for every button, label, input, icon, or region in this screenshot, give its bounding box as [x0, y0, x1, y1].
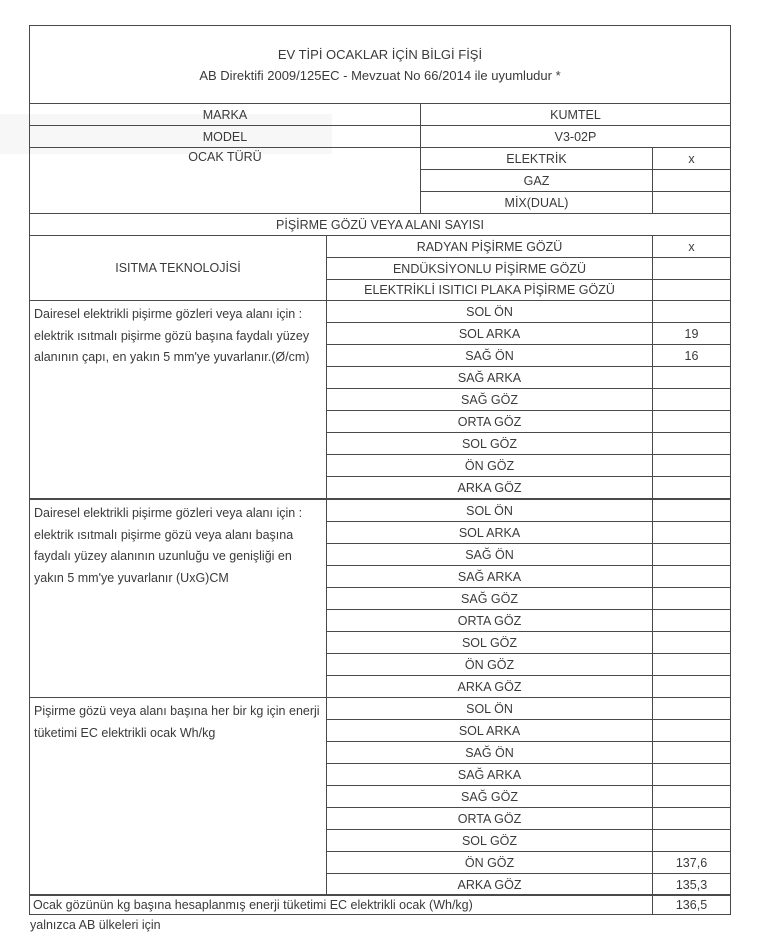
zone-name: ÖN GÖZ: [326, 851, 653, 874]
zone-name: ORTA GÖZ: [326, 410, 653, 433]
hob-type-mix: MİX(DUAL): [420, 191, 653, 214]
zone-value: 19: [652, 322, 731, 345]
zone-name: ARKA GÖZ: [326, 476, 653, 499]
zone-value: [652, 741, 731, 764]
zone-name: SOL ARKA: [326, 521, 653, 544]
heating-hotplate: ELEKTRİKLİ ISITICI PLAKA PİŞİRME GÖZÜ: [326, 279, 653, 301]
zone-name: SAĞ ARKA: [326, 763, 653, 786]
heating-technology-label: ISITMA TEKNOLOJİSİ: [29, 235, 327, 301]
sheet-title: EV TİPİ OCAKLAR İÇİN BİLGİ FİŞİ: [277, 46, 483, 62]
zone-value: [652, 388, 731, 411]
heating-radiant-mark: x: [652, 235, 731, 258]
zone-name: SOL ARKA: [326, 719, 653, 742]
zone-name: SAĞ ÖN: [326, 344, 653, 367]
zone-value: [652, 609, 731, 632]
zone-value: [652, 653, 731, 676]
hob-type-electric: ELEKTRİK: [420, 147, 653, 170]
heating-induction-mark: [652, 257, 731, 280]
zone-value: [652, 763, 731, 786]
zone-name: SAĞ ARKA: [326, 565, 653, 588]
hob-type-mix-mark: [652, 191, 731, 214]
zone-name: SOL ÖN: [326, 300, 653, 323]
heating-hotplate-mark: [652, 279, 731, 301]
zone-value: [652, 454, 731, 477]
zone-name: SAĞ GÖZ: [326, 388, 653, 411]
zone-name: ÖN GÖZ: [326, 653, 653, 676]
zone-value: 16: [652, 344, 731, 367]
section-description: Dairesel elektrikli pişirme gözleri veya alanı için : elektrik ısıtmalı pişirme gözü veya alanı başına faydalı yüzey alanının uzunluğu ve genişliği en yakın 5 mm'ye yuvarlanır (UxG)CM: [29, 499, 327, 698]
hob-type-gas-mark: [652, 169, 731, 192]
zone-name: SOL GÖZ: [326, 829, 653, 852]
product-info-sheet: [29, 25, 731, 915]
zone-value: [652, 543, 731, 566]
zone-value: [652, 521, 731, 544]
zone-name: SAĞ GÖZ: [326, 785, 653, 808]
zone-value: [652, 631, 731, 654]
zone-count-label: PİŞİRME GÖZÜ VEYA ALANI SAYISI: [29, 213, 731, 236]
zone-value: [652, 476, 731, 499]
zone-name: ORTA GÖZ: [326, 807, 653, 830]
sheet-subtitle: AB Direktifi 2009/125EC - Mevzuat No 66/2014 ile uyumludur *: [199, 67, 561, 83]
sheet-header: [29, 25, 731, 104]
brand-value: KUMTEL: [420, 103, 731, 126]
section-description: Dairesel elektrikli pişirme gözleri veya alanı için : elektrik ısıtmalı pişirme gözü başına faydalı yüzey alanının çapı, en yakın 5 mm'ye yuvarlanır.(Ø/cm): [29, 300, 327, 499]
zone-value: [652, 719, 731, 742]
zone-value: [652, 675, 731, 698]
zone-name: SOL GÖZ: [326, 432, 653, 455]
zone-name: SAĞ ÖN: [326, 741, 653, 764]
hob-type-gas: GAZ: [420, 169, 653, 192]
zone-name: SAĞ ARKA: [326, 366, 653, 389]
zone-value: [652, 432, 731, 455]
hob-type-electric-mark: x: [652, 147, 731, 170]
zone-name: ÖN GÖZ: [326, 454, 653, 477]
zone-value: 135,3: [652, 873, 731, 896]
total-energy-value: 136,5: [652, 894, 731, 915]
model-value: V3-02P: [420, 125, 731, 148]
zone-value: [652, 410, 731, 433]
zone-value: [652, 697, 731, 720]
heating-induction: ENDÜKSİYONLU PİŞİRME GÖZÜ: [326, 257, 653, 280]
heating-radiant: RADYAN PİŞİRME GÖZÜ: [326, 235, 653, 258]
zone-name: SOL GÖZ: [326, 631, 653, 654]
zone-value: [652, 807, 731, 830]
footnote: yalnızca AB ülkeleri için: [30, 918, 161, 932]
model-label: MODEL: [29, 125, 421, 148]
zone-value: [652, 300, 731, 323]
zone-value: [652, 499, 731, 522]
zone-value: [652, 587, 731, 610]
zone-name: ARKA GÖZ: [326, 675, 653, 698]
zone-name: SOL ARKA: [326, 322, 653, 345]
zone-name: SAĞ GÖZ: [326, 587, 653, 610]
zone-name: ARKA GÖZ: [326, 873, 653, 896]
zone-value: [652, 785, 731, 808]
zone-value: [652, 565, 731, 588]
hob-type-label: OCAK TÜRÜ: [29, 147, 421, 214]
zone-value: [652, 366, 731, 389]
zone-name: SAĞ ÖN: [326, 543, 653, 566]
zone-value: [652, 829, 731, 852]
zone-name: ORTA GÖZ: [326, 609, 653, 632]
brand-label: MARKA: [29, 103, 421, 126]
zone-value: 137,6: [652, 851, 731, 874]
total-energy-label: Ocak gözünün kg başına hesaplanmış enerji tüketimi EC elektrikli ocak (Wh/kg): [29, 894, 653, 915]
zone-name: SOL ÖN: [326, 499, 653, 522]
zone-name: SOL ÖN: [326, 697, 653, 720]
section-description: Pişirme gözü veya alanı başına her bir kg için enerji tüketimi EC elektrikli ocak Wh/kg: [29, 697, 327, 896]
